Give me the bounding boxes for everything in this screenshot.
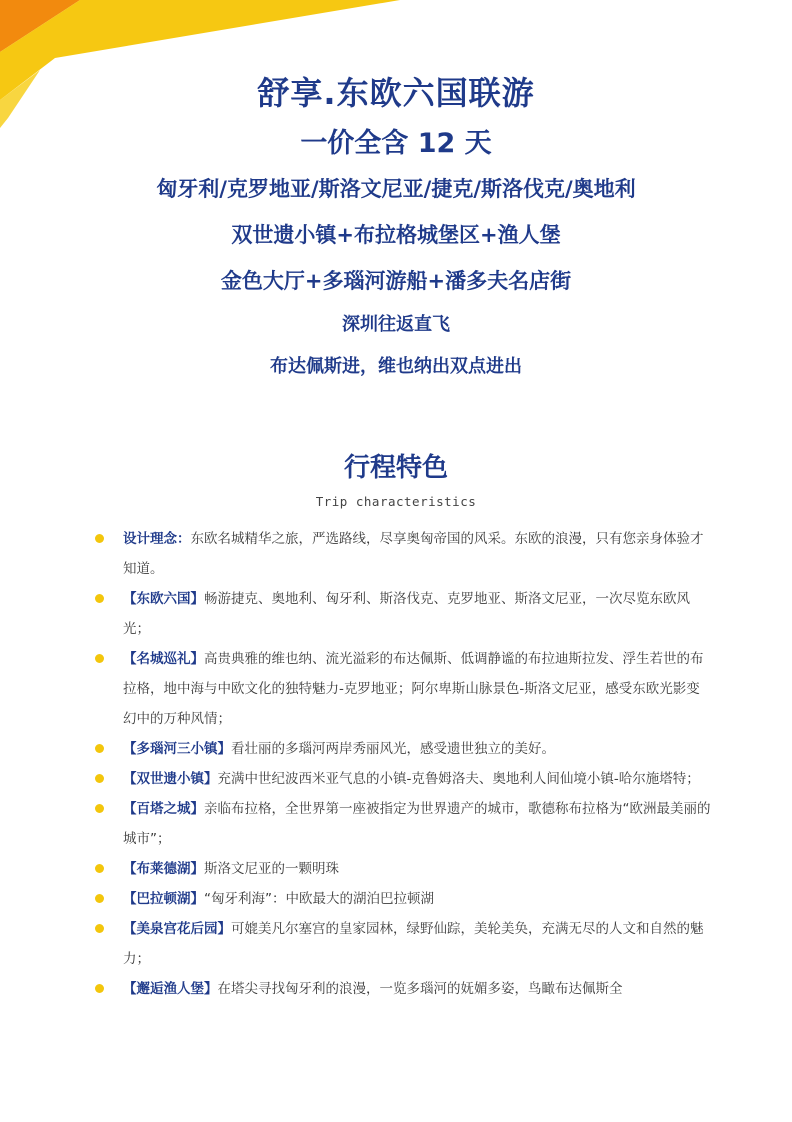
page-title: 舒享.东欧六国联游 [257, 74, 535, 112]
feature-tag: 【巴拉顿湖】 [123, 891, 204, 907]
feature-item [0, 524, 713, 584]
bullet-icon [95, 984, 104, 993]
feature-tag: 【双世遗小镇】 [123, 771, 218, 787]
feature-item [0, 734, 713, 764]
feature-text: 充满中世纪波西米亚气息的小镇-克鲁姆洛夫、奥地利人间仙境小镇-哈尔施塔特； [217, 771, 700, 787]
feature-item [0, 974, 713, 1004]
feature-item [0, 644, 713, 734]
feature-tag: 【名城巡礼】 [123, 651, 204, 667]
feature-text: 斯洛文尼亚的一颗明珠 [204, 861, 339, 877]
feature-tag: 【多瑙河三小镇】 [123, 741, 231, 757]
section-title: 行程特色 [343, 453, 448, 483]
highlights-line-2: 金色大厅+多瑙河游船+潘多夫名店街 [220, 269, 572, 293]
feature-text: 可媲美凡尔塞宫的皇家园林，绿野仙踪，美轮美奂，充满无尽的人文和自然的魅力； [123, 921, 704, 967]
feature-text: 亲临布拉格，全世界第一座被指定为世界遗产的城市，歌德称布拉格为“欧洲最美丽的城市”； [123, 801, 711, 847]
bullet-icon [95, 744, 104, 753]
features-list [0, 524, 792, 1004]
bullet-icon [95, 864, 104, 873]
feature-item [0, 794, 713, 854]
feature-item [0, 764, 713, 794]
countries-line: 匈牙利/克罗地亚/斯洛文尼亚/捷克/斯洛伐克/奥地利 [156, 177, 636, 201]
feature-text: 东欧名城精华之旅，严选路线，尽享奥匈帝国的风采。东欧的浪漫，只有您亲身体验才知道。 [123, 531, 704, 577]
bullet-icon [95, 774, 104, 783]
bullet-icon [95, 894, 104, 903]
feature-text: 看壮丽的多瑙河两岸秀丽风光，感受遗世独立的美好。 [231, 741, 555, 757]
feature-item [0, 584, 713, 644]
bullet-icon [95, 594, 104, 603]
bullet-icon [95, 924, 104, 933]
feature-tag: 【布莱德湖】 [123, 861, 204, 877]
feature-item [0, 914, 713, 974]
feature-tag: 【东欧六国】 [123, 591, 204, 607]
highlights-line-1: 双世遗小镇+布拉格城堡区+渔人堡 [231, 223, 561, 247]
price-line: 一价全含 12 天 [300, 128, 492, 159]
bullet-icon [95, 654, 104, 663]
bullet-icon [95, 534, 104, 543]
feature-text: 在塔尖寻找匈牙利的浪漫，一览多瑙河的妩媚多姿，鸟瞰布达佩斯全 [217, 981, 623, 997]
feature-tag: 设计理念： [123, 531, 191, 547]
section-subtitle: Trip characteristics [315, 494, 477, 509]
feature-tag: 【百塔之城】 [123, 801, 204, 817]
entry-exit-line: 布达佩斯进，维也纳出双点进出 [270, 356, 522, 377]
bullet-icon [95, 804, 104, 813]
header [0, 70, 792, 388]
feature-tag: 【美泉宫花后园】 [123, 921, 231, 937]
feature-tag: 【邂逅渔人堡】 [123, 981, 218, 997]
feature-text: 畅游捷克、奥地利、匈牙利、斯洛伐克、克罗地亚、斯洛文尼亚，一次尽览东欧风光； [123, 591, 690, 637]
feature-text: 高贵典雅的维也纳、流光溢彩的布达佩斯、低调静谧的布拉迪斯拉发、浮生若世的布拉格，地中海与中欧文化的独特魅力-克罗地亚；阿尔卑斯山脉景色-斯洛文尼亚，感受东欧光影变幻中的万种风情； [123, 651, 704, 727]
feature-text: “匈牙利海”：中欧最大的湖泊巴拉顿湖 [204, 891, 434, 907]
feature-item [0, 854, 713, 884]
flight-line: 深圳往返直飞 [342, 314, 450, 335]
feature-item [0, 884, 713, 914]
